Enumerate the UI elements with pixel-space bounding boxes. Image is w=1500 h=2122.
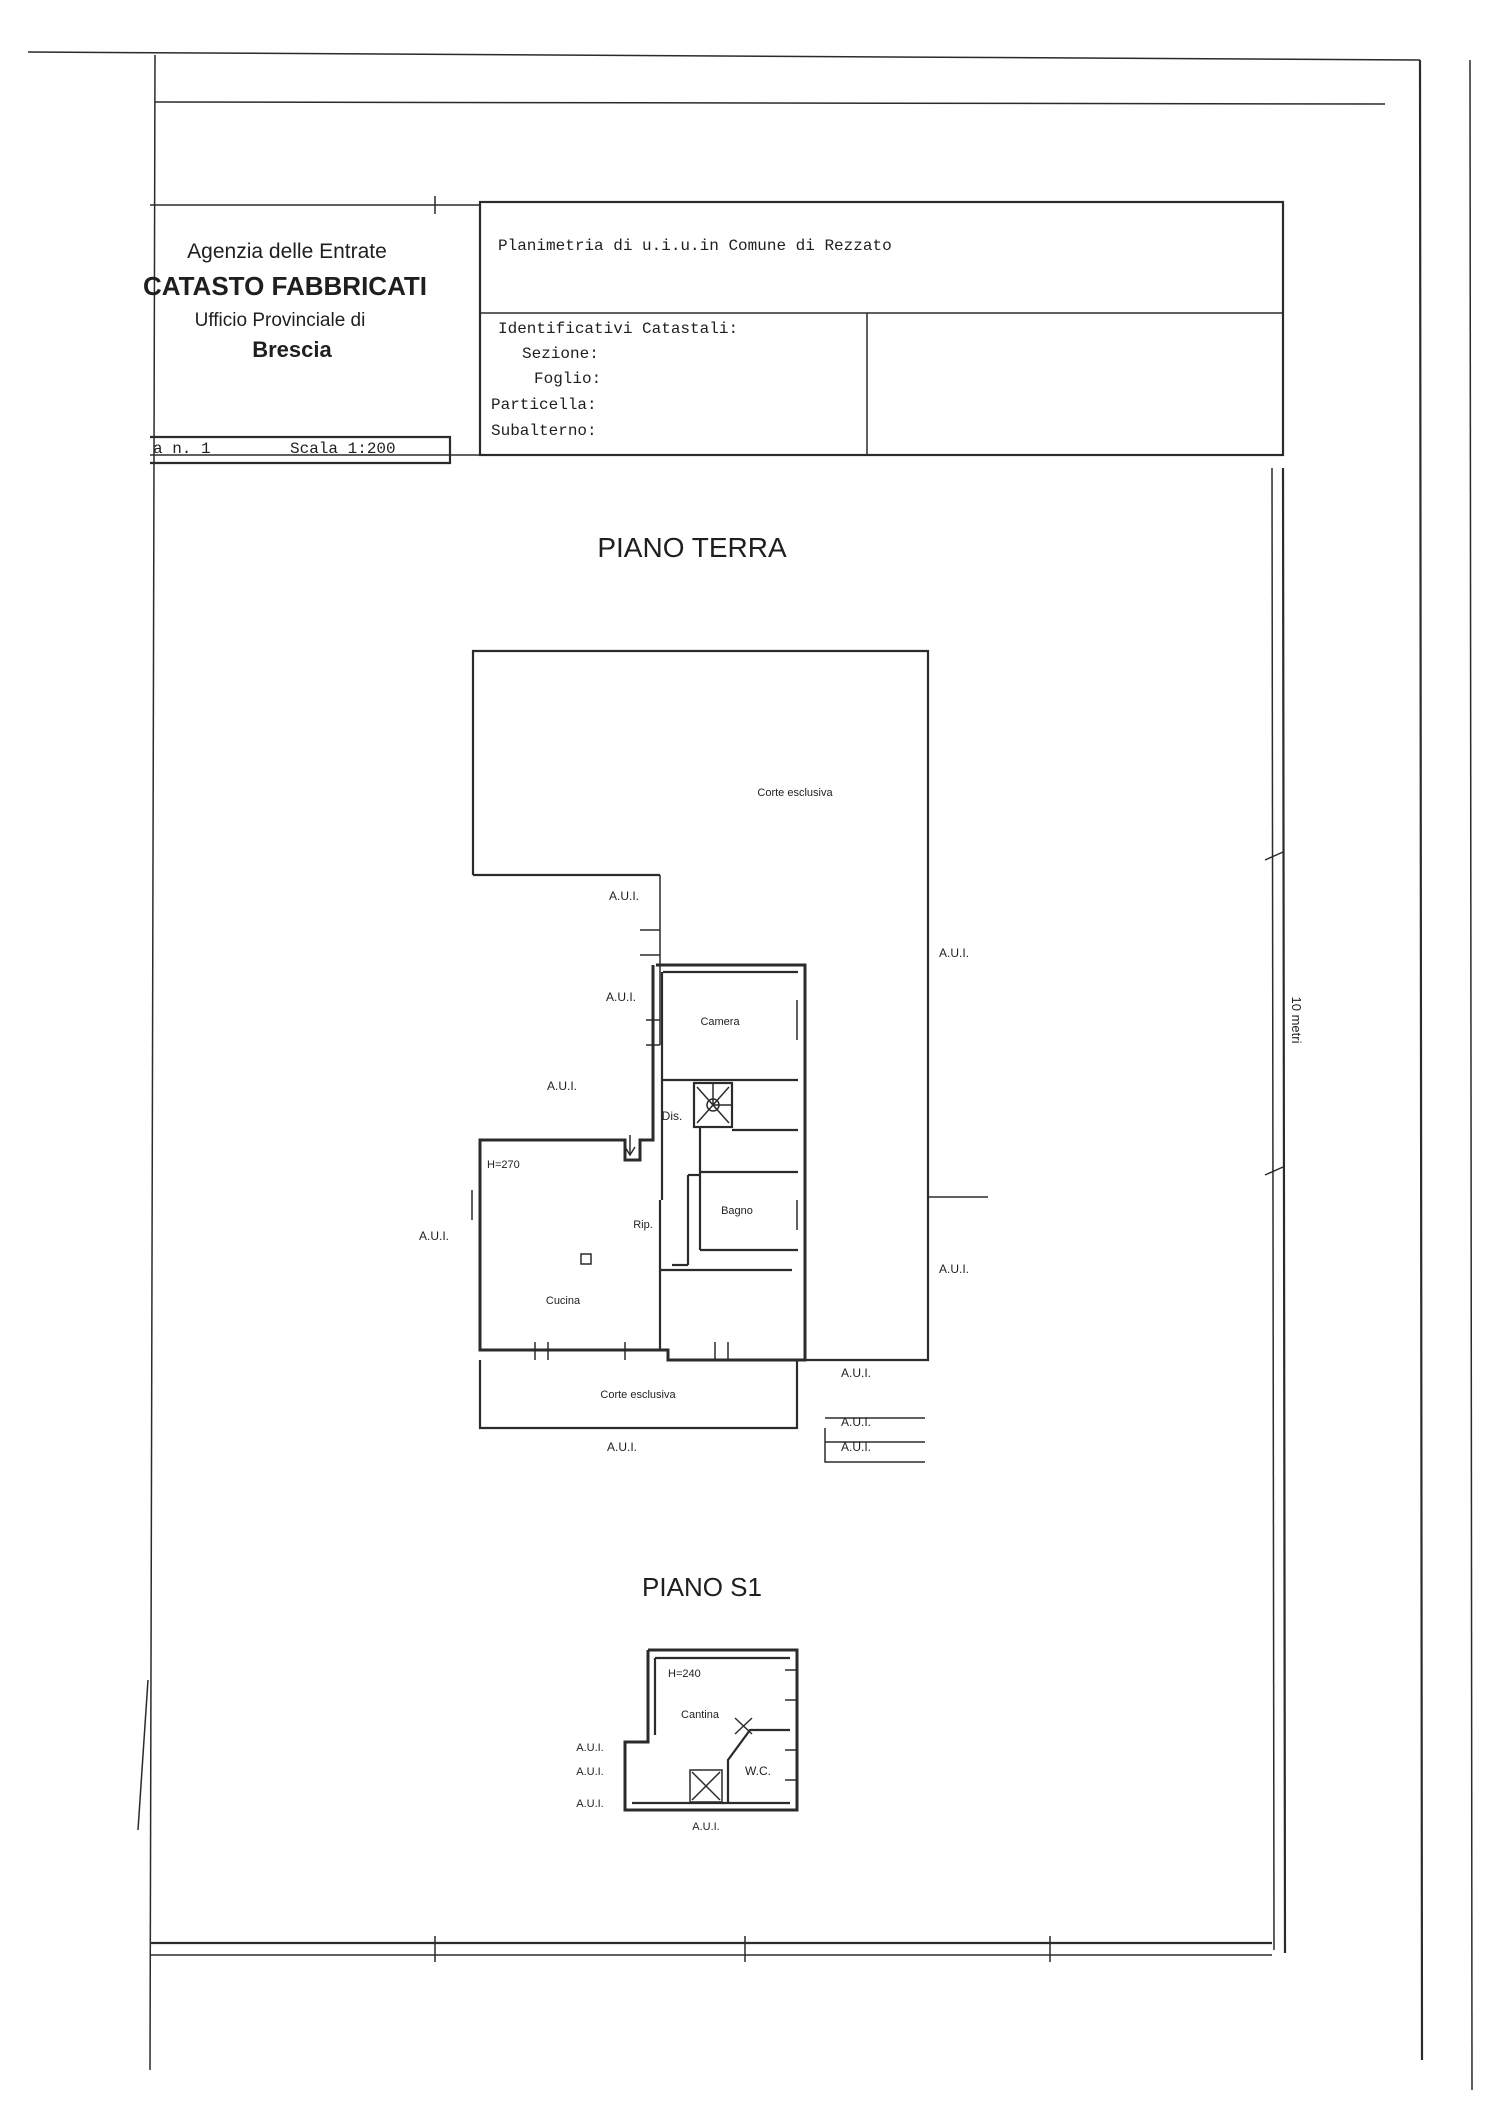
- cadastre-type: CATASTO FABBRICATI: [142, 271, 428, 301]
- height-label-ground: H=270: [487, 1159, 520, 1171]
- aui-label: A.U.I.: [606, 1440, 638, 1454]
- cucina-label: Cucina: [545, 1295, 581, 1307]
- foglio-label: Foglio:: [534, 370, 602, 388]
- ground-floor-plan: [472, 651, 988, 1462]
- agency-heading: [143, 240, 427, 362]
- office-name: Ufficio Provinciale di: [194, 310, 366, 331]
- office-city: Brescia: [252, 337, 332, 362]
- spiral-stair-basement: [692, 1772, 720, 1800]
- aui-label: A.U.I.: [608, 889, 640, 903]
- scale-label: Scala 1:200: [290, 440, 396, 458]
- aui-label: A.U.I.: [840, 1415, 872, 1429]
- aui-label: A.U.I.: [576, 1742, 604, 1754]
- camera-label: Camera: [700, 1016, 740, 1028]
- identifiers-heading: Identificativi Catastali:: [498, 320, 739, 338]
- wc-label: W.C.: [745, 1764, 771, 1778]
- aui-label: A.U.I.: [605, 990, 637, 1004]
- dis-label: Dis.: [661, 1109, 683, 1123]
- particella-label: Particella:: [491, 396, 597, 414]
- title-block: [150, 196, 1285, 1953]
- plan-title: Planimetria di u.i.u.in Comune di Rezzato: [498, 237, 892, 255]
- aui-label: A.U.I.: [576, 1766, 604, 1778]
- sezione-label: Sezione:: [522, 345, 599, 363]
- ground-floor-title: PIANO TERRA: [597, 532, 787, 563]
- aui-label: A.U.I.: [692, 1821, 720, 1833]
- sheet-number: a n. 1: [153, 440, 211, 458]
- cantina-label: Cantina: [681, 1709, 719, 1721]
- aui-label: A.U.I.: [840, 1366, 872, 1380]
- aui-label: A.U.I.: [938, 1262, 970, 1276]
- scale-bar-note: 10 metri: [1289, 996, 1304, 1044]
- rip-label: Rip.: [633, 1219, 653, 1231]
- cadastral-identifiers: [491, 320, 738, 440]
- corte-bottom-label: Corte esclusiva: [600, 1389, 676, 1401]
- aui-label: A.U.I.: [938, 946, 970, 960]
- agency-name: Agenzia delle Entrate: [187, 240, 387, 263]
- spiral-stair-ground: [697, 1084, 731, 1123]
- bagno-label: Bagno: [721, 1205, 753, 1217]
- aui-label: A.U.I.: [576, 1798, 604, 1810]
- sheet-border: [28, 52, 1472, 2090]
- building-outline: [480, 965, 805, 1360]
- aui-label: A.U.I.: [840, 1440, 872, 1454]
- corte-top-outline: [473, 651, 928, 1360]
- basement-labels: [576, 1668, 771, 1833]
- aui-label: A.U.I.: [546, 1079, 578, 1093]
- basement-title: PIANO S1: [642, 1572, 762, 1602]
- corte-top-label: Corte esclusiva: [757, 787, 833, 799]
- subalterno-label: Subalterno:: [491, 422, 597, 440]
- height-label-basement: H=240: [668, 1668, 701, 1680]
- basement-plan: [625, 1650, 797, 1810]
- aui-label: A.U.I.: [418, 1229, 450, 1243]
